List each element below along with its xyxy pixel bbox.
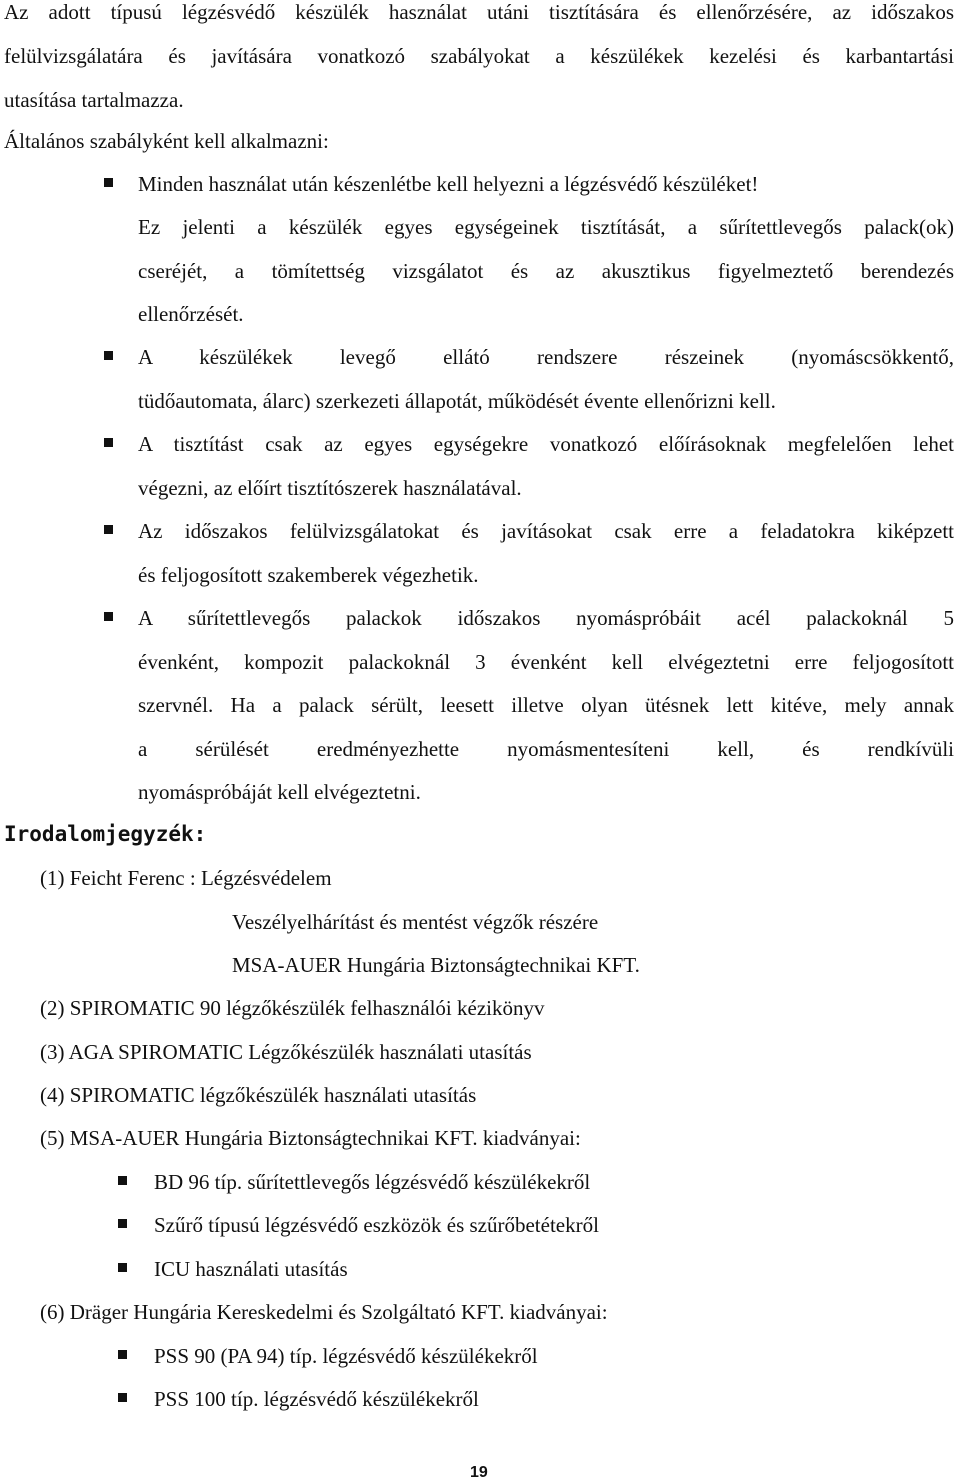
ref-5-item-1: BD 96 típ. sűrítettlevegős légzésvédő készülékekről (154, 1170, 591, 1194)
ref-1-line-3: MSA-AUER Hungária Biztonságtechnikai KFT. (232, 953, 640, 977)
ref-5-title: (5) MSA-AUER Hungária Biztonságtechnikai KFT. kiadványai: (40, 1126, 581, 1150)
intro-line-2: felülvizsgálatára és javítására vonatkozó szabályokat a készülékek kezelési és karbantartási (4, 44, 954, 68)
ref-6-item-2: PSS 100 típ. légzésvédő készülékekről (154, 1387, 479, 1411)
bullet-icon (104, 178, 113, 187)
rule-6-line-1: A sűrítettlevegős palackok időszakos nyomáspróbáit acél palackoknál 5 (138, 606, 954, 630)
rule-3-line-2: tüdőautomata, álarc) szerkezeti állapotát, működését évente ellenőrizni kell. (138, 389, 776, 413)
rule-6-line-2: évenként, kompozit palackoknál 3 évenként kell elvégeztetni erre feljogosított (138, 650, 954, 674)
ref-4: (4) SPIROMATIC légzőkészülék használati utasítás (40, 1083, 477, 1107)
intro-line-3: utasítása tartalmazza. (4, 88, 184, 112)
ref-5-item-2: Szűrő típusú légzésvédő eszközök és szűrőbetétekről (154, 1213, 599, 1237)
ref-6-title: (6) Dräger Hungária Kereskedelmi és Szolgáltató KFT. kiadványai: (40, 1300, 608, 1324)
rule-6-line-3: szervnél. Ha a palack sérült, leesett illetve olyan ütésnek lett kitéve, mely annak (138, 693, 954, 717)
ref-1-line-2: Veszélyelhárítást és mentést végzők részére (232, 910, 599, 934)
bullet-icon (104, 612, 113, 621)
bullet-icon (118, 1350, 127, 1359)
bullet-icon (118, 1263, 127, 1272)
rule-2-line-3: ellenőrzését. (138, 302, 244, 326)
bibliography-heading: Irodalomjegyzék: (4, 822, 207, 846)
page-number: 19 (470, 1464, 488, 1481)
general-rule-label: Általános szabályként kell alkalmazni: (4, 129, 329, 153)
rule-3-line-1: A készülékek levegő ellátó rendszere részeinek (nyomáscsökkentő, (138, 345, 954, 369)
rule-5-line-2: és feljogosított szakemberek végezhetik. (138, 563, 479, 587)
ref-1-line-1: (1) Feicht Ferenc : Légzésvédelem (40, 866, 332, 890)
ref-6-item-1: PSS 90 (PA 94) típ. légzésvédő készülékekről (154, 1344, 538, 1368)
bullet-icon (104, 525, 113, 534)
rule-4-line-1: A tisztítást csak az egyes egységekre vonatkozó előírásoknak megfelelően lehet (138, 432, 954, 456)
bullet-icon (104, 438, 113, 447)
ref-5-item-3: ICU használati utasítás (154, 1257, 348, 1281)
ref-3: (3) AGA SPIROMATIC Légzőkészülék használati utasítás (40, 1040, 532, 1064)
rule-6-line-5: nyomáspróbáját kell elvégeztetni. (138, 780, 421, 804)
bullet-icon (118, 1176, 127, 1185)
rule-5-line-1: Az időszakos felülvizsgálatokat és javításokat csak erre a feladatokra kiképzett (138, 519, 954, 543)
rule-2-line-1: Ez jelenti a készülék egyes egységeinek tisztítását, a sűrítettlevegős palack(ok) (138, 215, 954, 239)
ref-2: (2) SPIROMATIC 90 légzőkészülék felhasználói kézikönyv (40, 996, 545, 1020)
rule-4-line-2: végezni, az előírt tisztítószerek használatával. (138, 476, 522, 500)
bullet-icon (118, 1219, 127, 1228)
bullet-icon (104, 351, 113, 360)
rule-1-line-1: Minden használat után készenlétbe kell helyezni a légzésvédő készüléket! (138, 172, 759, 196)
rule-6-line-4: a sérülését eredményezhette nyomásmentesíteni kell, és rendkívüli (138, 737, 954, 761)
intro-line-1: Az adott típusú légzésvédő készülék használat utáni tisztítására és ellenőrzésére, az időszakos (4, 0, 954, 24)
bullet-icon (118, 1393, 127, 1402)
rule-2-line-2: cseréjét, a tömítettség vizsgálatot és az akusztikus figyelmeztető berendezés (138, 259, 954, 283)
